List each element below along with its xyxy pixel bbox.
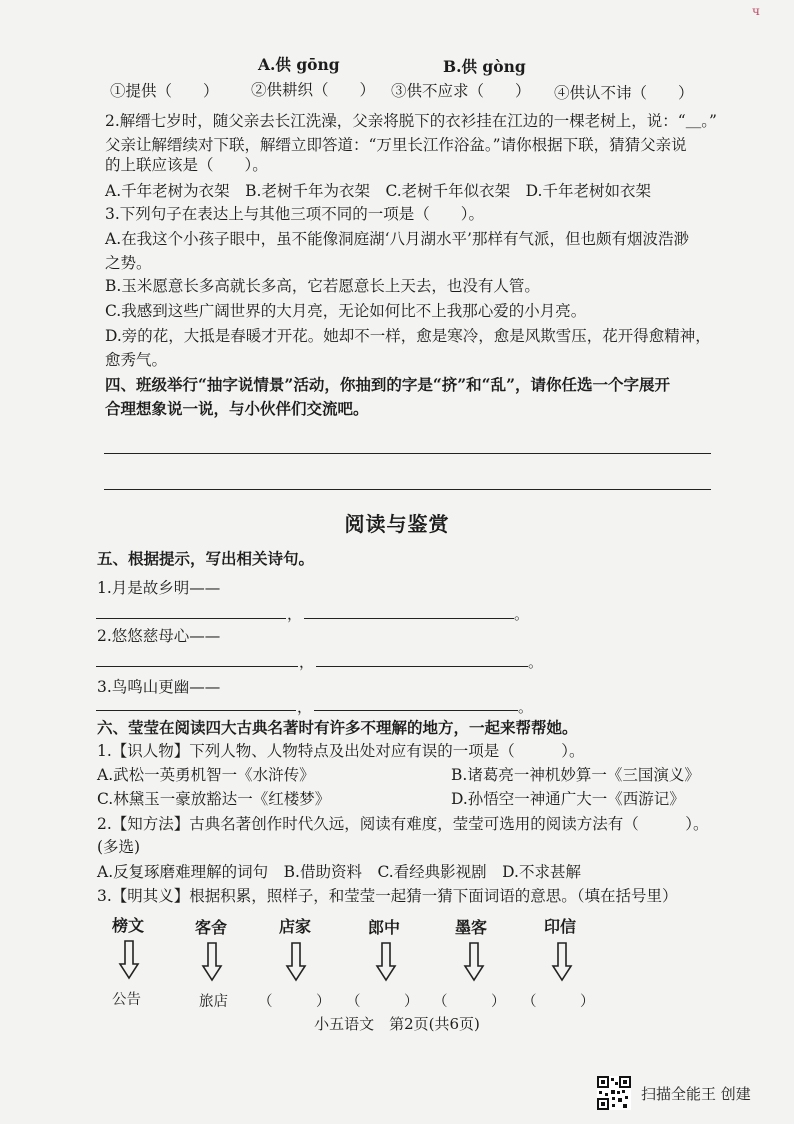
word: 店家 xyxy=(279,917,312,936)
poem-blank[interactable] xyxy=(314,710,518,711)
word: 墨客 xyxy=(455,918,488,937)
word: 榜文 xyxy=(112,916,145,935)
section-title: 阅读与鉴赏 xyxy=(344,512,450,536)
s6-q1-option-b: B.诸葛亮一神机妙算一《三国演义》 xyxy=(451,766,700,784)
s6-q2: 2.【知方法】古典名著创作时代久远，阅读有难度，莹莹可选用的阅读方法有（ ）。 xyxy=(97,815,709,833)
down-arrow-icon xyxy=(118,940,140,980)
poem-blank[interactable] xyxy=(96,710,296,711)
down-arrow-icon xyxy=(285,942,307,982)
down-arrow-icon xyxy=(201,942,223,982)
down-arrow-icon xyxy=(551,942,573,982)
period: 。 xyxy=(514,605,530,623)
q1-option-b: B.供 gòng xyxy=(443,57,526,76)
q3-stem: 3.下列句子在表达上与其他三项不同的一项是（ ）。 xyxy=(105,205,485,223)
q1-item: ④供认不讳（ ） xyxy=(554,84,694,102)
poem-blank[interactable] xyxy=(96,666,298,667)
word: 客舍 xyxy=(195,918,228,937)
page-footer: 小五语文 第2页(共6页) xyxy=(314,1015,480,1033)
down-arrow-icon xyxy=(463,942,485,982)
q2-line: 父亲让解缙续对下联，解缙立即答道：“万里长江作浴盆。”请你根据下联，猜猜父亲说 xyxy=(105,136,687,154)
q3-option-a: A.在我这个小孩子眼中，虽不能像洞庭湖‘八月湖水平’那样有气派，但也颇有烟波浩渺 xyxy=(105,230,689,248)
poem-prompt-1: 1.月是故乡明—— xyxy=(97,579,221,597)
poem-blank[interactable] xyxy=(316,666,528,667)
section4-heading-cont: 合理想象说一说，与小伙伴们交流吧。 xyxy=(105,399,369,418)
word-meaning-blank[interactable]: （ ） xyxy=(522,994,595,1010)
section6-heading: 六、莹莹在阅读四大古典名著时有许多不理解的地方，一起来帮帮她。 xyxy=(97,718,578,737)
q3-option-b: B.玉米愿意长多高就长多高，它若愿意长上天去，也没有人管。 xyxy=(105,277,540,295)
q1-item: ②供耕织（ ） xyxy=(251,81,376,99)
word-meaning-blank[interactable]: （ ） xyxy=(433,994,506,1010)
q2-line: 2.解缙七岁时，随父亲去长江洗澡，父亲将脱下的衣衫挂在江边的一棵老树上，说：“＿。” xyxy=(105,112,717,130)
poem-prompt-2: 2.悠悠慈母心—— xyxy=(97,627,221,645)
q3-option-d-cont: 愈秀气。 xyxy=(105,351,168,369)
poem-blank[interactable] xyxy=(96,618,286,619)
answer-line[interactable] xyxy=(104,489,711,490)
s6-q2-note: (多选) xyxy=(97,838,141,856)
q1-item: ①提供（ ） xyxy=(110,82,219,100)
qr-code-icon xyxy=(597,1076,631,1110)
comma: ， xyxy=(299,653,315,671)
period: 。 xyxy=(528,653,544,671)
down-arrow-icon xyxy=(375,942,397,982)
s6-q1-option-d: D.孙悟空一神通广大一《西游记》 xyxy=(451,790,685,808)
corner-mark: ч xyxy=(752,4,760,18)
section5-heading: 五、根据提示，写出相关诗句。 xyxy=(97,549,315,568)
word-meaning-blank[interactable]: （ ） xyxy=(346,994,419,1010)
q3-option-d: D.旁的花，大抵是春暖才开花。她却不一样，愈是寒冷，愈是风欺雪压，花开得愈精神， xyxy=(105,327,711,345)
poem-blank[interactable] xyxy=(304,618,514,619)
s6-q1: 1.【识人物】下列人物、人物特点及出处对应有误的一项是（ ）。 xyxy=(97,742,585,760)
q3-option-c: C.我感到这些广阔世界的大月亮，无论如何比不上我那心爱的小月亮。 xyxy=(105,302,587,320)
word: 郎中 xyxy=(368,918,401,937)
q3-option-a-cont: 之势。 xyxy=(105,254,152,272)
poem-prompt-3: 3.鸟鸣山更幽—— xyxy=(97,678,221,696)
word-meaning-example: 旅店 xyxy=(199,994,228,1010)
s6-q2-options: A.反复琢磨难理解的词句 B.借助资料 C.看经典影视剧 D.不求甚解 xyxy=(97,863,581,881)
s6-q3: 3.【明其义】根据积累，照样子，和莹莹一起猜一猜下面词语的意思。（填在括号里） xyxy=(97,887,678,905)
s6-q1-option-c: C.林黛玉一豪放豁达一《红楼梦》 xyxy=(97,790,331,808)
period: 。 xyxy=(518,698,534,716)
comma: ， xyxy=(297,698,313,716)
answer-line[interactable] xyxy=(104,453,711,454)
word: 印信 xyxy=(544,917,577,936)
word-meaning-example: 公告 xyxy=(112,992,141,1008)
word-meaning-blank[interactable]: （ ） xyxy=(258,994,331,1010)
q1-item: ③供不应求（ ） xyxy=(391,82,531,100)
section4-heading: 四、班级举行“抽字说情景”活动，你抽到的字是“挤”和“乱”，请你任选一个字展开 xyxy=(105,375,670,394)
s6-q1-option-a: A.武松一英勇机智一《水浒传》 xyxy=(97,766,315,784)
comma: ， xyxy=(287,605,303,623)
scanner-watermark: 扫描全能王 创建 xyxy=(641,1085,751,1103)
q2-line: 的上联应该是（ ）。 xyxy=(105,156,268,174)
q1-option-a: A.供 gōng xyxy=(258,55,340,74)
q2-options: A.千年老树为衣架 B.老树千年为衣架 C.老树千年似衣架 D.千年老树如衣架 xyxy=(105,182,651,200)
